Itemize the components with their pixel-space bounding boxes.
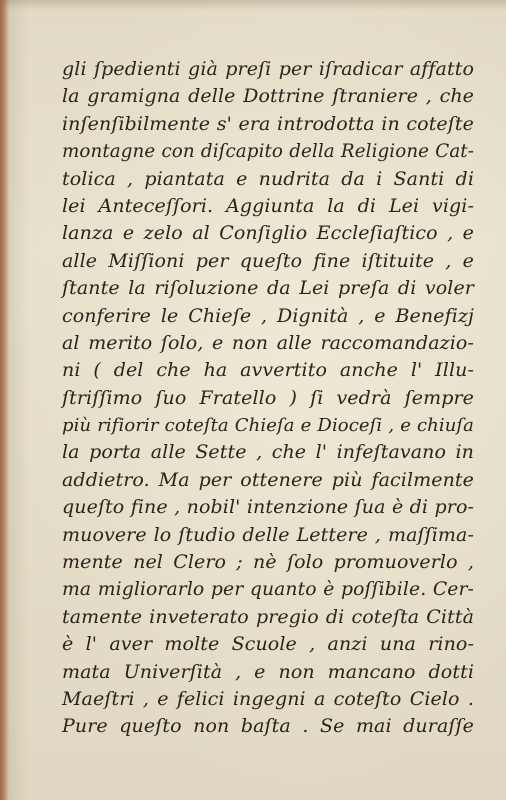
text-line: lanza e zelo al Conſiglio Eccleſiaſtico , e [62,222,474,245]
text-line: alle Miſſioni per queſto fine iſtituite , e [62,249,474,272]
text-line: Pure queſto non baſta . Se mai duraſſe [62,715,474,738]
text-line: tolica , piantata e nudrita da i Santi di [62,167,474,190]
text-line: ma migliorarlo per quanto è poſſibile. Cer- [62,579,474,601]
text-line: mente nel Clero ; nè ſolo promuoverlo , [62,551,474,574]
text-line: al merito ſolo, e non alle raccomandazio- [62,331,474,354]
text-line: è l' aver molte Scuole , anzi una rino- [62,633,474,656]
text-line: tamente inveterato pregio di coteſta Città [62,605,474,628]
text-line: più rifiorir coteſta Chieſa e Dioceſi , e chiuſa [62,415,474,437]
text-line: la gramigna delle Dottrine ſtraniere , che [62,85,474,108]
text-line: la porta alle Sette , che l' infeſtavano in [62,441,474,464]
text-line: mata Univerſità , e non mancano dotti [62,660,474,683]
text-line: conferire le Chieſe , Dignità , e Benefizj [62,304,474,327]
text-line: lei Anteceſſori. Aggiunta la di Lei vigi- [62,194,474,217]
body-text [62,56,474,741]
page-spine-edge [0,0,9,800]
text-line: addietro. Ma per ottenere più facilmente [62,468,474,491]
page-top-shadow [0,0,506,10]
text-line: queſto fine , nobil' intenzione ſua è di pro- [62,496,474,519]
text-line: inſenſibilmente s' era introdotta in coteſte [62,112,474,135]
text-line: montagne con diſcapito della Religione Cat- [62,141,474,163]
text-line: ſtriſſimo ſuo Fratello ) ſi vedrà ſempre [62,386,474,409]
text-line: muovere lo ſtudio delle Lettere , maſſima- [62,523,474,546]
text-line: Maeſtri , e felici ingegni a coteſto Cielo . [62,687,474,710]
text-line: gli ſpedienti già preſi per iſradicar affatto [62,58,474,80]
text-line: ſtante la riſoluzione da Lei preſa di voler [62,277,474,300]
text-line: ni ( del che ha avvertito anche l' Illu- [62,359,474,382]
